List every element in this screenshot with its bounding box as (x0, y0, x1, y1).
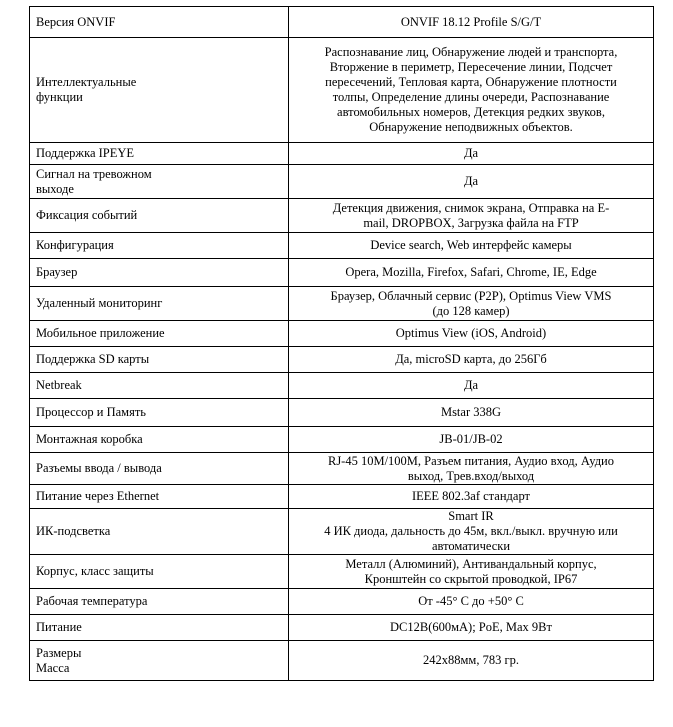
spec-label-cell (30, 321, 289, 347)
spec-value-text: автомобильных номеров, Детекция редких звуков, (337, 105, 605, 119)
spec-value-cell (289, 7, 654, 38)
spec-value-text: Device search, Web интерфейс камеры (370, 238, 572, 252)
spec-label-cell (30, 555, 289, 589)
spec-label-cell (30, 615, 289, 641)
spec-label-cell (30, 347, 289, 373)
spec-label-text: выходе (36, 181, 74, 196)
spec-label-cell (30, 399, 289, 427)
spec-value-text: (до 128 камер) (432, 303, 510, 318)
spec-label-cell (30, 165, 289, 199)
spec-label-cell (30, 199, 289, 233)
spec-value-text: выход, Трев.вход/выход (407, 468, 535, 483)
spec-label-text: Питание через Ethernet (36, 489, 160, 503)
spec-value-cell (289, 347, 654, 373)
spec-value-cell (289, 589, 654, 615)
spec-value-cell (289, 485, 654, 509)
spec-value-cell (289, 555, 654, 589)
spec-row (30, 641, 654, 681)
spec-row (30, 399, 654, 427)
spec-value-text: толпы, Определение длины очереди, Распознавание (332, 90, 610, 104)
spec-label-text: Корпус, класс защиты (36, 564, 154, 578)
spec-value-cell (289, 38, 654, 143)
spec-value-text: Вторжение в периметр, Пересечение линии, Подсчет (329, 60, 613, 74)
spec-row (30, 347, 654, 373)
spec-label-cell (30, 143, 289, 165)
spec-label-text: ИК-подсветка (36, 524, 111, 538)
spec-row (30, 485, 654, 509)
spec-label-text: функции (36, 90, 83, 104)
spec-value-text: Да, microSD карта, до 256Гб (395, 352, 547, 366)
spec-label-text: Размеры (36, 645, 82, 660)
spec-value-text: 242x88мм, 783 гр. (423, 653, 519, 667)
spec-table-body (30, 7, 654, 681)
spec-value-text: Металл (Алюминий), Антивандальный корпус, (345, 556, 597, 571)
spec-value-text: mail, DROPBOX, Загрузка файла на FTP (363, 215, 579, 230)
spec-value-text: 4 ИК диода, дальность до 45м, вкл./выкл. вручную или (324, 524, 618, 538)
spec-label-cell (30, 373, 289, 399)
spec-value-text: Да (463, 146, 479, 160)
spec-value-text: ONVIF 18.12 Profile S/G/T (400, 14, 542, 29)
spec-row (30, 373, 654, 399)
spec-label-text: Процессор и Память (36, 405, 147, 419)
spec-label-cell (30, 259, 289, 287)
spec-value-text: Распознавание лиц, Обнаружение людей и транспорта, (324, 45, 618, 59)
spec-value-cell (289, 373, 654, 399)
spec-value-cell (289, 615, 654, 641)
spec-value-text: Mstar 338G (440, 405, 502, 419)
spec-value-text: RJ-45 10M/100M, Разъем питания, Аудио вход, Аудио (327, 453, 615, 468)
spec-value-text: Кронштейн со скрытой проводкой, IP67 (364, 571, 578, 586)
spec-value-cell (289, 321, 654, 347)
spec-label-text: Версия ONVIF (36, 14, 116, 29)
spec-value-cell (289, 641, 654, 681)
spec-label-text: Netbreak (36, 378, 82, 392)
spec-row (30, 589, 654, 615)
spec-value-cell (289, 259, 654, 287)
spec-value-cell (289, 143, 654, 165)
spec-label-cell (30, 38, 289, 143)
spec-label-cell (30, 453, 289, 485)
spec-label-cell (30, 427, 289, 453)
spec-label-text: Поддержка SD карты (36, 352, 150, 366)
spec-label-text: Разъемы ввода / вывода (36, 461, 162, 475)
spec-row (30, 453, 654, 485)
spec-row (30, 38, 654, 143)
spec-label-text: Фиксация событий (36, 208, 138, 222)
spec-label-text: Сигнал на тревожном (36, 166, 152, 181)
spec-value-cell (289, 199, 654, 233)
spec-label-text: Удаленный мониторинг (36, 296, 163, 310)
spec-row (30, 165, 654, 199)
spec-value-cell (289, 233, 654, 259)
spec-value-text: От -45° C до +50° C (418, 594, 524, 608)
spec-label-cell (30, 233, 289, 259)
spec-label-text: Масса (36, 660, 70, 675)
spec-value-text: Opera, Mozilla, Firefox, Safari, Chrome, IE, Edge (345, 265, 597, 279)
spec-value-cell (289, 287, 654, 321)
spec-value-cell (289, 509, 654, 555)
spec-label-text: Конфигурация (36, 238, 114, 252)
spec-row (30, 287, 654, 321)
spec-value-text: JB-01/JB-02 (439, 432, 503, 446)
spec-row (30, 199, 654, 233)
spec-value-cell (289, 399, 654, 427)
spec-value-cell (289, 165, 654, 199)
spec-value-text: автоматически (431, 539, 511, 553)
spec-value-text: Браузер, Облачный сервис (P2P), Optimus View VMS (330, 288, 612, 303)
spec-value-text: DC12В(600мА); PoE, Max 9Вт (390, 620, 552, 634)
spec-row (30, 509, 654, 555)
spec-label-text: Мобильное приложение (36, 326, 165, 340)
spec-label-text: Браузер (36, 265, 78, 279)
spec-row (30, 259, 654, 287)
spec-table (29, 6, 654, 681)
spec-label-cell (30, 485, 289, 509)
spec-label-text: Поддержка IPEYE (36, 146, 135, 160)
spec-value-text: Smart IR (448, 509, 494, 523)
spec-value-cell (289, 427, 654, 453)
spec-value-text: Да (463, 174, 479, 188)
spec-label-text: Интеллектуальные (36, 75, 137, 89)
spec-label-text: Монтажная коробка (36, 432, 143, 446)
spec-value-text: IEEE 802.3af стандарт (411, 489, 530, 503)
spec-label-cell (30, 287, 289, 321)
spec-label-text: Питание (36, 620, 82, 634)
spec-label-cell (30, 7, 289, 38)
spec-row (30, 555, 654, 589)
spec-value-cell (289, 453, 654, 485)
spec-value-text: Детекция движения, снимок экрана, Отправка на E- (332, 200, 610, 215)
spec-row (30, 615, 654, 641)
spec-value-text: Optimus View (iOS, Android) (395, 326, 547, 340)
spec-value-text: Обнаружение неподвижных объектов. (369, 120, 573, 134)
spec-row (30, 7, 654, 38)
spec-value-text: пересечений, Тепловая карта, Обнаружение плотности (325, 75, 617, 89)
spec-label-text: Рабочая температура (36, 594, 148, 608)
spec-row (30, 143, 654, 165)
spec-row (30, 321, 654, 347)
spec-value-text: Да (463, 378, 479, 392)
spec-row (30, 427, 654, 453)
spec-row (30, 233, 654, 259)
spec-label-cell (30, 509, 289, 555)
spec-label-cell (30, 641, 289, 681)
spec-label-cell (30, 589, 289, 615)
